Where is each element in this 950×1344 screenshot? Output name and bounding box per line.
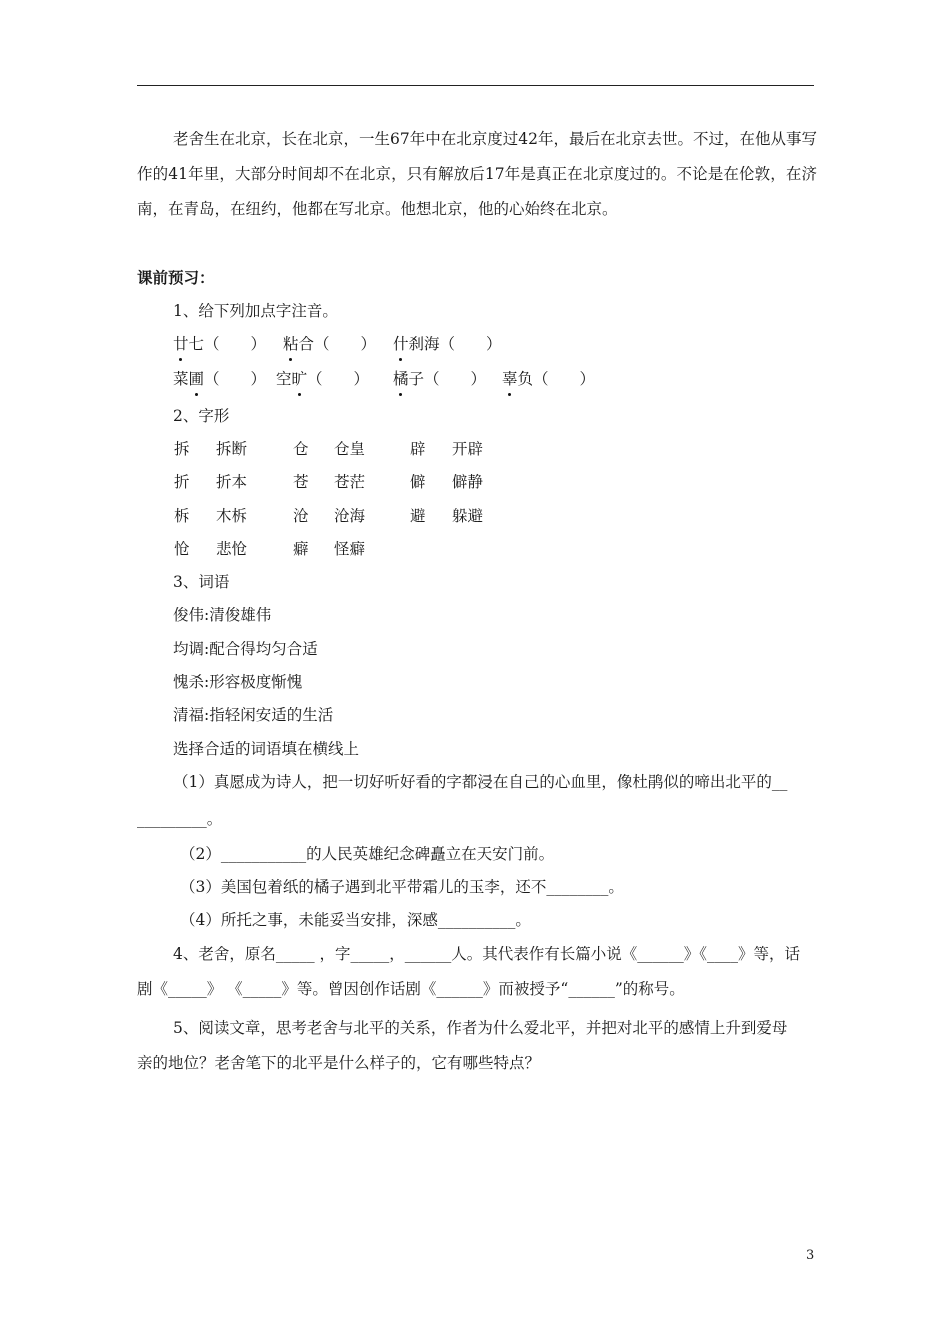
- q3-fill-1: （1）真愿成为诗人，把一切好听好看的字都浸在自己的心血里，像杜鹃似的啼出北平的__: [173, 773, 788, 791]
- q2-word: 怪癖: [334, 540, 366, 558]
- dotted-char: 什: [393, 335, 409, 353]
- q2-word: 仓皇: [334, 440, 366, 458]
- q2-char: 柝: [174, 507, 190, 525]
- q2-char: 避: [410, 507, 426, 525]
- q3-fill-2: （2）___________的人民英雄纪念碑矗立在天安门前。: [180, 845, 555, 863]
- q2-word: 折本: [216, 473, 248, 491]
- q2-char: 怆: [174, 540, 190, 558]
- q2-word: 悲怆: [216, 540, 248, 558]
- dotted-char: 旷: [291, 370, 308, 388]
- header-rule: [137, 85, 814, 86]
- q1-item-5: 空旷（ ）: [276, 370, 370, 388]
- q3-term: 俊伟:清俊雄伟: [173, 606, 272, 624]
- q5-line-2: 亲的地位？老舍笔下的北平是什么样子的，它有哪些特点？: [137, 1054, 541, 1072]
- dotted-char: 橘: [393, 370, 409, 388]
- q2-word: 沧海: [334, 507, 366, 525]
- q5-line-1: 5、阅读文章，思考老舍与北平的关系，作者为什么爱北平，并把对北平的感情上升到爱母: [173, 1019, 788, 1037]
- q2-word: 躲避: [452, 507, 484, 525]
- q3-fill-1-cont: _________。: [137, 810, 223, 828]
- q2-char: 拆: [174, 440, 190, 458]
- q4-line-1: 4、老舍，原名_____ ，字_____，______人。其代表作有长篇小说《______》《____》等，话: [173, 945, 801, 963]
- q1-item-2: 粘合（ ）: [283, 335, 377, 353]
- intro-paragraph: 老舍生在北京，长在北京，一生67年中在北京度过42年，最后在北京去世。不过，在他从事写作的41年里，大部分时间却不在北京，只有解放后17年是真正在北京度过的。不论是在伦敦，在济南，在青岛，在纽约，他都在写北京。他想北京，他的心始终在北京。: [137, 130, 817, 218]
- q3-term: 均调:配合得均匀合适: [173, 640, 318, 658]
- q3-fill-3: （3）美国包着纸的橘子遇到北平带霜儿的玉李，还不________。: [180, 878, 624, 896]
- q2-char: 僻: [410, 473, 426, 491]
- q2-word: 苍茫: [334, 473, 366, 491]
- q1-item-3: 什刹海（ ）: [393, 335, 502, 353]
- q2-char: 折: [174, 473, 190, 491]
- q2-char: 苍: [293, 473, 309, 491]
- q2-char: 仓: [293, 440, 309, 458]
- q2-char: 辟: [410, 440, 426, 458]
- q3-title: 3、词语: [173, 573, 230, 591]
- dotted-char: 圃: [188, 370, 205, 388]
- q4-line-2: 剧《_____》 《_____》等。曾因创作话剧《______》而被授予“______”的称号。: [137, 980, 685, 998]
- dotted-char: 粘: [283, 335, 299, 353]
- q1-item-4: 菜圃（ ）: [173, 370, 267, 388]
- q3-term: 清福:指轻闲安适的生活: [173, 706, 334, 724]
- q3-fill-4: （4）所托之事，未能妥当安排，深感__________。: [180, 911, 531, 929]
- page-number: 3: [806, 1248, 815, 1263]
- q1-title: 1、给下列加点字注音。: [173, 302, 338, 320]
- q2-char: 沧: [293, 507, 309, 525]
- q2-word: 拆断: [216, 440, 248, 458]
- q2-word: 木柝: [216, 507, 248, 525]
- q2-word: 僻静: [452, 473, 484, 491]
- q1-item-6: 橘子（ ）: [393, 370, 487, 388]
- q1-item-7: 辜负（ ）: [502, 370, 596, 388]
- dotted-char: 廿: [173, 335, 189, 353]
- q2-char: 癖: [293, 540, 309, 558]
- section-title: 课前预习：: [137, 268, 215, 287]
- q3-term: 愧杀:形容极度惭愧: [173, 673, 303, 691]
- q3-instruction: 选择合适的词语填在横线上: [173, 740, 360, 758]
- dotted-char: 辜: [502, 370, 518, 388]
- q2-title: 2、字形: [173, 407, 230, 425]
- q1-item-1: 廿七（ ）: [173, 335, 267, 353]
- q2-word: 开辟: [452, 440, 484, 458]
